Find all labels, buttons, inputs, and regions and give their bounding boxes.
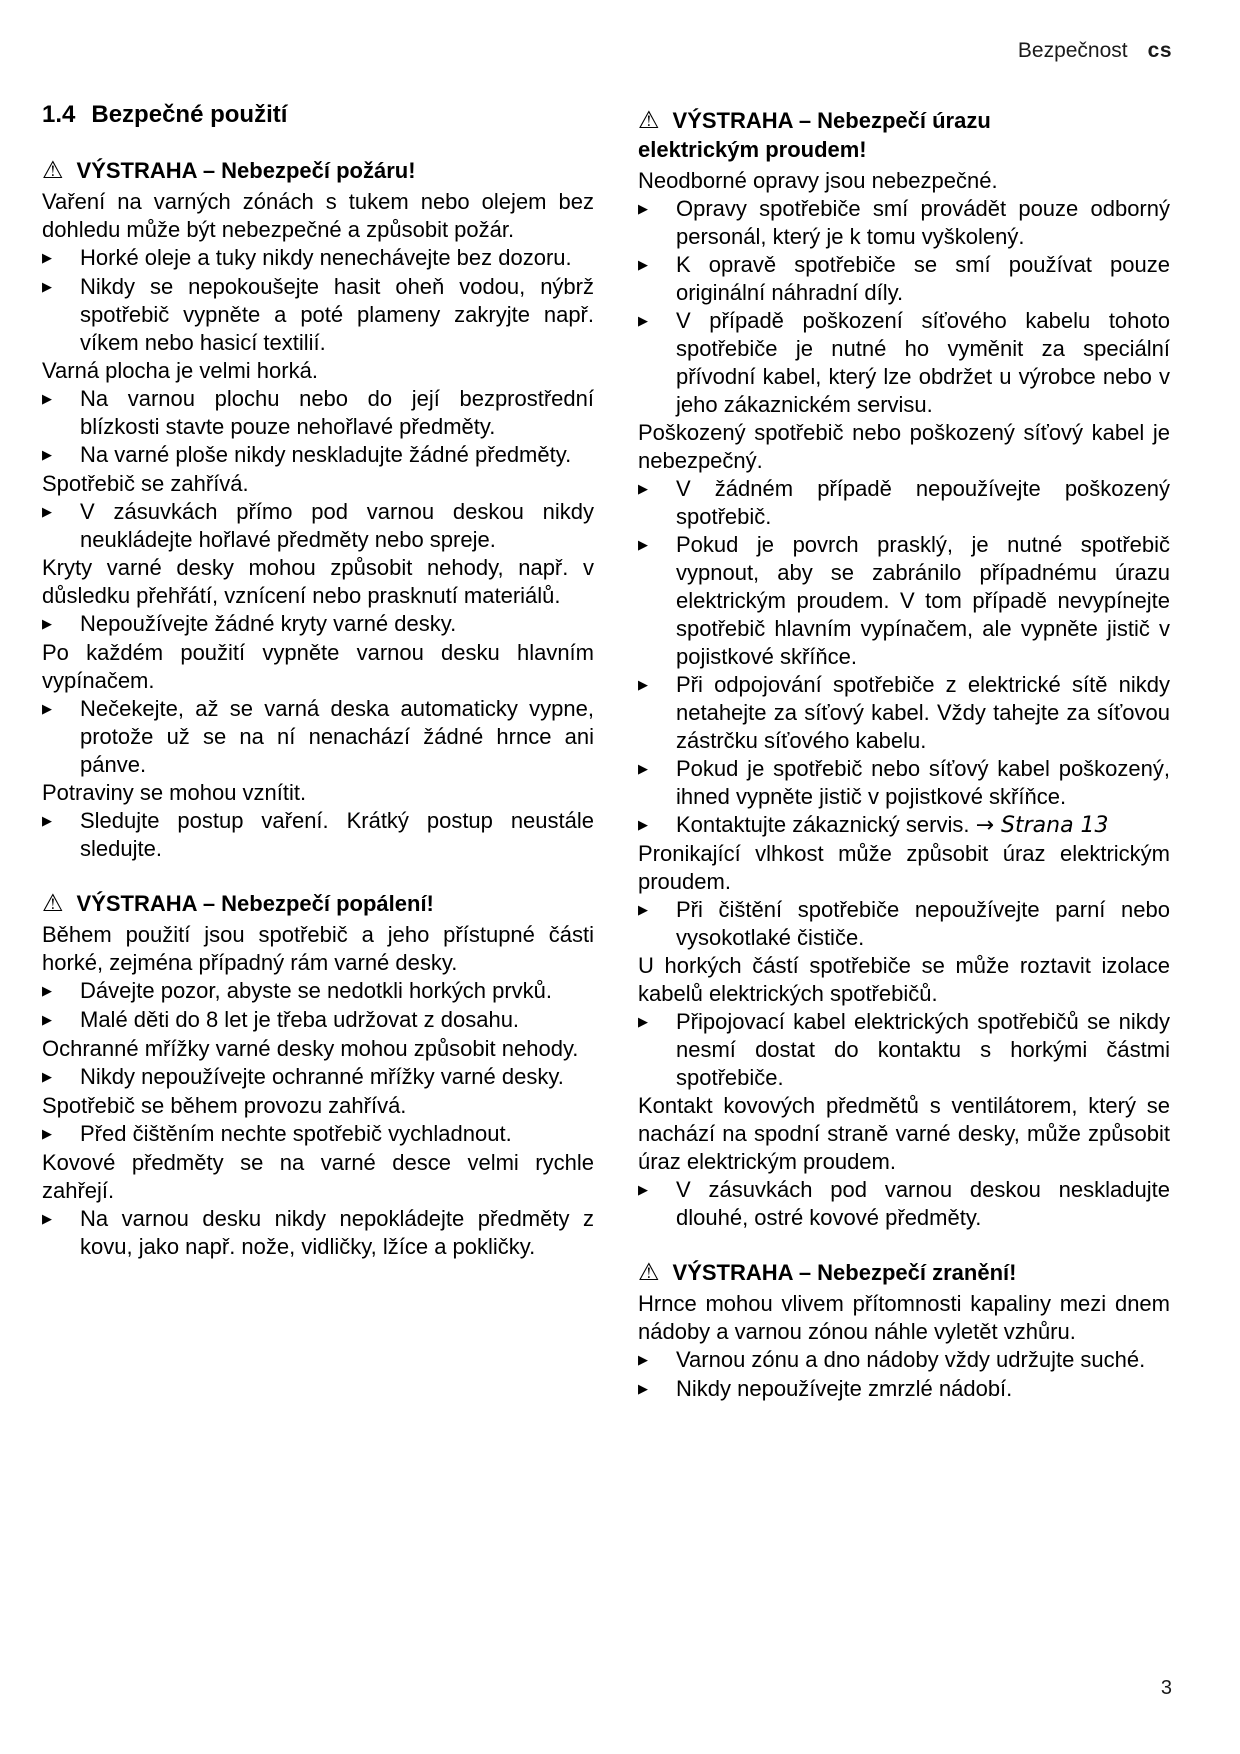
bullet-item	[42, 441, 594, 470]
warning-title	[638, 1258, 1170, 1287]
bullet-text: V zásuvkách pod varnou deskou neskladujte dlouhé, ostré kovové předměty.	[676, 1177, 1170, 1230]
bullet-text: Dávejte pozor, abyste se nedotkli horkých prvků.	[80, 978, 553, 1003]
bullet-text: Nečekejte, až se varná deska automaticky vypne, protože už se na ní nenachází žádné hrnce ani pánve.	[80, 696, 594, 777]
bullet-item	[638, 307, 1170, 419]
warning-title	[638, 106, 1170, 164]
cross-reference-link[interactable]: → Strana 13	[975, 813, 1109, 838]
paragraph: Hrnce mohou vlivem přítomnosti kapaliny mezi dnem nádoby a varnou zónou náhle vyletět vzhůru.	[638, 1291, 1170, 1344]
bullet-item	[638, 1375, 1170, 1404]
bullet-item	[42, 273, 594, 357]
bullet-triangle-icon: ▶	[638, 314, 648, 329]
paragraph: U horkých částí spotřebiče se může roztavit izolace kabelů elektrických spotřebičů.	[638, 953, 1170, 1006]
paragraph: Kontakt kovových předmětů s ventilátorem, který se nachází na spodní straně varné desky, může způsobit úraz elektrickým proudem.	[638, 1093, 1170, 1174]
paragraph: Po každém použití vypněte varnou desku hlavním vypínačem.	[42, 640, 594, 693]
bullet-text: Malé děti do 8 let je třeba udržovat z dosahu.	[80, 1007, 520, 1032]
bullet-item	[42, 977, 594, 1006]
bullet-text: K opravě spotřebiče se smí používat pouze originální náhradní díly.	[676, 252, 1170, 305]
warning-triangle-icon: ⚠	[638, 1258, 660, 1286]
bullet-triangle-icon: ▶	[42, 984, 52, 999]
bullet-triangle-icon: ▶	[42, 702, 52, 717]
bullet-text: Nikdy nepoužívejte ochranné mřížky varné desky.	[80, 1064, 564, 1089]
bullet-text: V případě poškození síťového kabelu tohoto spotřebiče je nutné ho vyměnit za speciální přívodní kabel, který lze obdržet u výrobce nebo v jeho zákaznickém servisu.	[676, 308, 1170, 417]
bullet-triangle-icon: ▶	[42, 1212, 52, 1227]
bullet-item	[42, 1063, 594, 1092]
warning-title-text: VÝSTRAHA – Nebezpečí zranění!	[672, 1260, 1017, 1285]
bullet-text: Nikdy se nepokoušejte hasit oheň vodou, nýbrž spotřebič vypněte a poté plameny zakryjte např. víkem nebo hasicí textilií.	[80, 274, 594, 355]
bullet-text: V žádném případě nepoužívejte poškozený spotřebič.	[676, 476, 1170, 529]
paragraph: Neodborné opravy jsou nebezpečné.	[638, 168, 998, 193]
bullet-text: Pokud je spotřebič nebo síťový kabel poškozený, ihned vypněte jistič v pojistkové skříňce.	[676, 756, 1170, 809]
bullet-triangle-icon: ▶	[638, 678, 648, 693]
bullet-item	[638, 1346, 1170, 1375]
bullet-text: Varnou zónu a dno nádoby vždy udržujte suché.	[676, 1347, 1146, 1372]
bullet-triangle-icon: ▶	[42, 505, 52, 520]
left-column	[42, 100, 594, 1261]
bullet-item	[42, 498, 594, 554]
bullet-text: Pokud je povrch prasklý, je nutné spotřebič vypnout, aby se zabránilo případnému úrazu elektrickým proudem. V tom případě nevypínejte spotřebič hlavním vypínačem, ale vypněte jistič v pojistkové skříňce.	[676, 532, 1170, 669]
bullet-triangle-icon: ▶	[638, 903, 648, 918]
warning-title-text: VÝSTRAHA – Nebezpečí popálení!	[76, 891, 434, 916]
bullet-triangle-icon: ▶	[638, 258, 648, 273]
header-language-code: cs	[1147, 39, 1172, 62]
bullet-triangle-icon: ▶	[42, 1013, 52, 1028]
paragraph: Kryty varné desky mohou způsobit nehody, např. v důsledku přehřátí, vznícení nebo prasknutí materiálů.	[42, 555, 594, 608]
bullet-triangle-icon: ▶	[42, 617, 52, 632]
bullet-item	[638, 1176, 1170, 1232]
bullet-triangle-icon: ▶	[638, 1183, 648, 1198]
bullet-triangle-icon: ▶	[638, 1015, 648, 1030]
section-number: 1.4	[42, 101, 76, 128]
bullet-item	[638, 475, 1170, 531]
page-number: 3	[1160, 1677, 1172, 1699]
bullet-triangle-icon: ▶	[638, 1353, 648, 1368]
paragraph: Ochranné mřížky varné desky mohou způsobit nehody.	[42, 1036, 579, 1061]
warning-triangle-icon: ⚠	[42, 889, 64, 917]
paragraph: Poškozený spotřebič nebo poškozený síťový kabel je nebezpečný.	[638, 420, 1170, 473]
bullet-item	[42, 610, 594, 639]
warning-section	[42, 889, 594, 1261]
bullet-text: Sledujte postup vaření. Krátký postup neustále sledujte.	[80, 808, 594, 861]
bullet-triangle-icon: ▶	[638, 482, 648, 497]
bullet-item	[638, 671, 1170, 755]
bullet-triangle-icon: ▶	[42, 448, 52, 463]
warning-triangle-icon: ⚠	[638, 106, 660, 134]
warning-section	[638, 1258, 1170, 1404]
paragraph: Spotřebič se během provozu zahřívá.	[42, 1093, 407, 1118]
header-chapter-label: Bezpečnost	[1017, 39, 1128, 62]
bullet-item	[638, 755, 1170, 811]
bullet-text: Horké oleje a tuky nikdy nenechávejte bez dozoru.	[80, 245, 572, 270]
paragraph: Potraviny se mohou vznítit.	[42, 780, 307, 805]
bullet-triangle-icon: ▶	[42, 1127, 52, 1142]
section-title	[42, 100, 594, 130]
paragraph: Během použití jsou spotřebič a jeho přístupné části horké, zejména případný rám varné desky.	[42, 922, 594, 975]
paragraph: Varná plocha je velmi horká.	[42, 358, 318, 383]
bullet-text: Připojovací kabel elektrických spotřebičů se nikdy nesmí dostat do kontaktu s horkými částmi spotřebiče.	[676, 1009, 1170, 1090]
paragraph: Pronikající vlhkost může způsobit úraz elektrickým proudem.	[638, 841, 1170, 894]
warning-title	[42, 889, 594, 918]
bullet-text: Nepoužívejte žádné kryty varné desky.	[80, 611, 457, 636]
right-warnings-container	[638, 106, 1170, 1404]
page-header	[1018, 38, 1172, 64]
bullet-text: Opravy spotřebiče smí provádět pouze odborný personál, který je k tomu vyškolený.	[676, 196, 1170, 249]
bullet-item	[638, 811, 1170, 840]
bullet-triangle-icon: ▶	[42, 814, 52, 829]
left-warnings-container	[42, 156, 594, 1261]
bullet-triangle-icon: ▶	[638, 818, 648, 833]
paragraph: Vaření na varných zónách s tukem nebo olejem bez dohledu může být nebezpečné a způsobit požár.	[42, 189, 594, 242]
bullet-item	[42, 695, 594, 779]
bullet-text: Při odpojování spotřebiče z elektrické sítě nikdy netahejte za síťový kabel. Vždy tahejte za síťovou zástrčku síťového kabelu.	[676, 672, 1170, 753]
bullet-item	[42, 1006, 594, 1035]
bullet-text: Na varnou plochu nebo do její bezprostřední blízkosti stavte pouze nehořlavé předměty.	[80, 386, 594, 439]
section-name: Bezpečné použití	[91, 101, 288, 128]
right-column	[638, 106, 1170, 1404]
paragraph: Kovové předměty se na varné desce velmi rychle zahřejí.	[42, 1150, 594, 1203]
bullet-triangle-icon: ▶	[638, 1382, 648, 1397]
warning-section	[42, 156, 594, 863]
bullet-item	[638, 251, 1170, 307]
bullet-text: Nikdy nepoužívejte zmrzlé nádobí.	[676, 1376, 1013, 1401]
warning-title-text: VÝSTRAHA – Nebezpečí úrazu elektrickým proudem!	[638, 108, 991, 162]
bullet-item	[42, 807, 594, 863]
bullet-item	[42, 244, 594, 273]
bullet-triangle-icon: ▶	[638, 202, 648, 217]
bullet-triangle-icon: ▶	[42, 280, 52, 295]
bullet-text: V zásuvkách přímo pod varnou deskou nikdy neukládejte hořlavé předměty nebo spreje.	[80, 499, 594, 552]
bullet-item	[638, 896, 1170, 952]
bullet-triangle-icon: ▶	[42, 1070, 52, 1085]
bullet-item	[42, 1205, 594, 1261]
paragraph: Spotřebič se zahřívá.	[42, 471, 249, 496]
bullet-item	[42, 1120, 594, 1149]
bullet-item	[638, 531, 1170, 671]
bullet-text: Na varné ploše nikdy neskladujte žádné předměty.	[80, 442, 572, 467]
bullet-text: Kontaktujte zákaznický servis. → Strana 13	[676, 812, 1109, 838]
bullet-triangle-icon: ▶	[42, 392, 52, 407]
bullet-item	[638, 1008, 1170, 1092]
bullet-item	[42, 385, 594, 441]
bullet-text: Při čištění spotřebiče nepoužívejte parní nebo vysokotlaké čističe.	[676, 897, 1170, 950]
warning-title-text: VÝSTRAHA – Nebezpečí požáru!	[76, 158, 416, 183]
warning-section	[638, 106, 1170, 1232]
bullet-triangle-icon: ▶	[42, 251, 52, 266]
bullet-triangle-icon: ▶	[638, 538, 648, 553]
bullet-text: Před čištěním nechte spotřebič vychladnout.	[80, 1121, 512, 1146]
bullet-text: Na varnou desku nikdy nepokládejte předměty z kovu, jako např. nože, vidličky, lžíce a pokličky.	[80, 1206, 594, 1259]
warning-triangle-icon: ⚠	[42, 156, 64, 184]
bullet-triangle-icon: ▶	[638, 762, 648, 777]
bullet-item	[638, 195, 1170, 251]
warning-title	[42, 156, 594, 185]
